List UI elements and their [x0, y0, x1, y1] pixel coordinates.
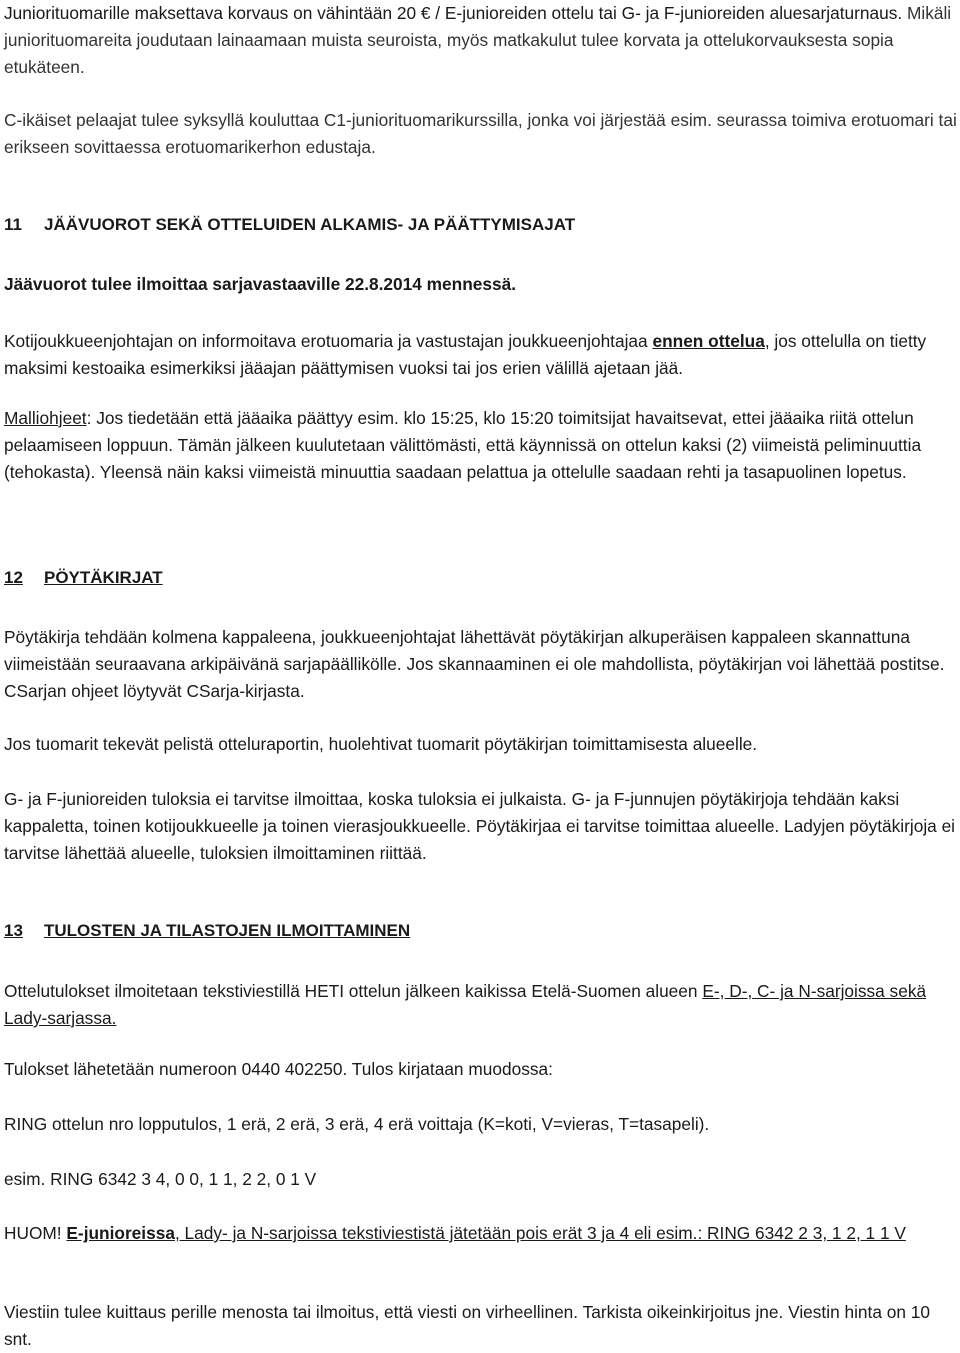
paragraph-confirmation: Viestiin tulee kuittaus perille menosta tai ilmoitus, että viesti on virheellinen. Tarkista oikeinkirjoitus jne. Viestin hinta on 10 snt. [4, 1302, 930, 1349]
text-fragment: C-ikäiset pelaajat tulee syksyllä kouluttaa C1-juniorituomarikurssilla, jonka voi järjestää esim. [4, 110, 717, 130]
paragraph-results-example: esim. RING 6342 3 4, 0 0, 1 1, 2 2, 0 1 V [4, 1169, 317, 1189]
text-fragment: klo 15:25, klo 15:20 toimitsijat havaitsevat, ettei jääaika riitä ottelun pelaamiseen loppuun. Tämän jälkeen kuulutetaan välittömästi, että käynnissä on ottelun kaksi (2) viimeistä peliminuuttia (tehokasta). Yleensä näin kaksi viimeistä minuuttia saadaan pelattua ja ottelulle saadaan rehti ja tasapuolinen lopetus. [4, 408, 922, 482]
underlined-text: E-, D-, C- ja N-sarjoissa sekä Lady-sarjassa. [4, 981, 927, 1028]
paragraph-match-report: Jos tuomarit tekevät pelistä otteluraportin, huolehtivat tuomarit pöytäkirjan toimittamisesta alueelle. [4, 734, 758, 754]
paragraph-referee-compensation [4, 0, 958, 81]
section-heading-12 [4, 564, 163, 591]
section-heading-13 [4, 917, 410, 944]
text-fragment: Pöytäkirja tehdään kolmena kappaleena, joukkueenjohtajat lähettävät pöytäkirjan alkuperäisen kappaleen skannattuna viimeistään seuraavana arkipäivänä sarjapäällikölle. [4, 627, 910, 674]
paragraph-score-sheet [4, 624, 958, 705]
section-title: JÄÄVUOROT SEKÄ OTTELUIDEN ALKAMIS- JA PÄÄTTYMISAJAT [44, 215, 576, 234]
section-title: PÖYTÄKIRJAT [44, 568, 163, 587]
section-title: TULOSTEN JA TILASTOJEN ILMOITTAMINEN [44, 921, 411, 940]
paragraph-model-instructions [4, 405, 958, 486]
text-fragment: Mikäli juniorituomareita joudutaan lainaamaan muista seuroista, myös matkakulut tulee korvata ja ottelukorvauksesta sopia etukäteen. [4, 3, 952, 77]
text-fragment: seurassa toimiva erotuomari tai erikseen sovittaessa erotuomarikerhon edustaja. [4, 110, 957, 157]
paragraph-results-sms [4, 978, 958, 1032]
section-number: 13 [4, 921, 23, 940]
text-fragment: Juniorituomarille maksettava korvaus on vähintään 20 € / E-junioreiden ottelu tai G- ja F-junioreiden aluesarjaturnaus. [4, 3, 907, 23]
underlined-text: Malliohjeet [4, 408, 87, 428]
section-heading-11 [4, 211, 575, 238]
text-fragment: Ottelutulokset ilmoitetaan tekstiviestillä HETI ottelun jälkeen kaikissa Etelä-Suomen alueen [4, 981, 703, 1001]
paragraph-results-format: RING ottelun nro lopputulos, 1 erä, 2 erä, 3 erä, 4 erä voittaja (K=koti, V=vieras, T=tasapeli). [4, 1114, 710, 1134]
ice-time-notice: Jäävuorot tulee ilmoittaa sarjavastaaville 22.8.2014 mennessä. [4, 274, 516, 294]
paragraph-g-f-juniors: G- ja F-junioreiden tuloksia ei tarvitse ilmoittaa, koska tuloksia ei julkaista. G- ja F-junnujen pöytäkirjoja tehdään kaksi kappaletta, toinen kotijoukkueelle ja toinen vierasjoukkueelle. Pöytäkirjaa ei tarvitse toimittaa alueelle. Ladyjen pöytäkirjoja ei tarvitse lähettää alueelle, tuloksien ilmoittaminen riittää. [4, 789, 956, 863]
underlined-text: E-junioreissa [66, 1223, 175, 1243]
paragraph-results-number: Tulokset lähetetään numeroon 0440 402250. Tulos kirjataan muodossa: [4, 1059, 553, 1079]
paragraph-inform-referee [4, 328, 958, 382]
section-number: 12 [4, 568, 23, 587]
underlined-text: , Lady- ja N-sarjoissa tekstiviestistä jätetään pois erät 3 ja 4 eli esim.: RING 6342 2 3, 1 2, 1 1 V [174, 1223, 906, 1243]
text-fragment: , jos ottelulla on tietty maksimi kestoaika esimerkiksi jääajan päättymisen vuoksi tai jos erien välillä ajetaan jää. [4, 331, 927, 378]
section-number: 11 [4, 215, 22, 234]
text-fragment: Kotijoukkueenjohtajan on informoitava erotuomaria ja vastustajan joukkueenjohtajaa [4, 331, 653, 351]
underlined-text: ennen ottelua [652, 331, 765, 351]
text-fragment: : Jos tiedetään että jääaika päättyy esim. [86, 408, 404, 428]
text-fragment: Jos skannaaminen ei ole mahdollista, pöytäkirjan voi lähettää postitse. CSarjan ohjeet löytyvät CSarja-kirjasta. [4, 654, 945, 701]
paragraph-c-players-training [4, 107, 958, 161]
paragraph-note [4, 1220, 906, 1247]
text-fragment: HUOM! [4, 1223, 67, 1243]
